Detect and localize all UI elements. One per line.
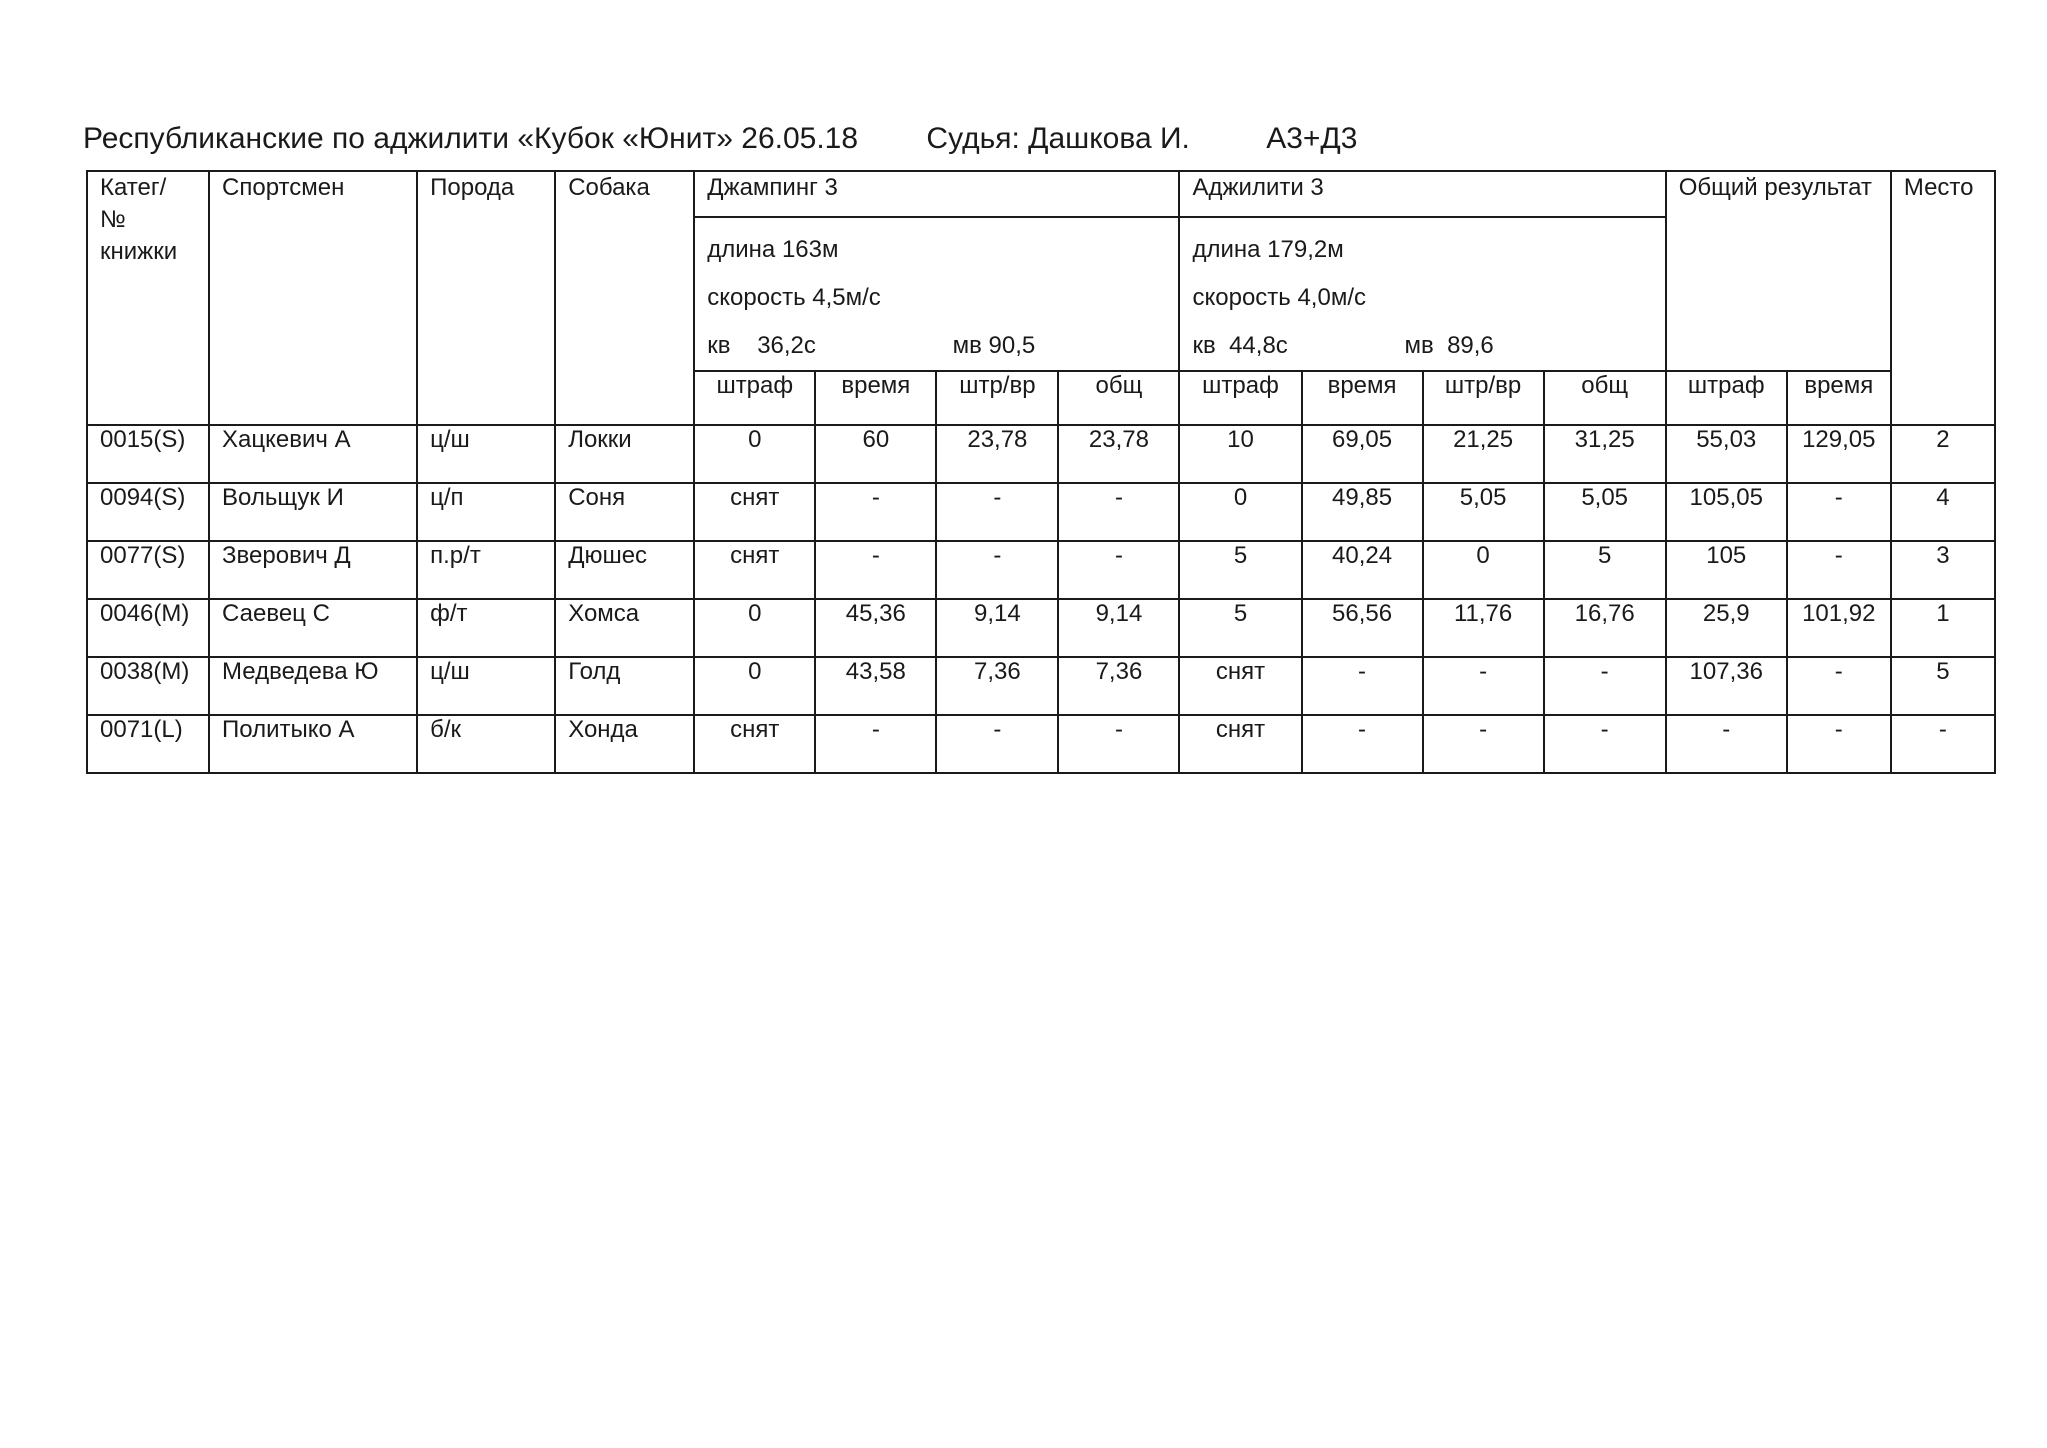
header-dog: Собака — [555, 171, 694, 425]
sub-agility-penalty: штраф — [1179, 371, 1301, 425]
header-athlete: Спортсмен — [209, 171, 417, 425]
cell-athlete: Зверович Д — [209, 541, 417, 599]
cell-jumping-time: - — [815, 715, 936, 773]
cell-agility-time-penalty: - — [1423, 657, 1544, 715]
cell-agility-sum: 5 — [1544, 541, 1666, 599]
cell-dog: Дюшес — [555, 541, 694, 599]
cell-jumping-penalty: снят — [694, 715, 815, 773]
cell-jumping-time-penalty: 7,36 — [936, 657, 1058, 715]
cell-agility-sum: - — [1544, 657, 1666, 715]
cell-jumping-time: - — [815, 541, 936, 599]
cell-place: 3 — [1891, 541, 1995, 599]
cell-jumping-time: - — [815, 483, 936, 541]
table-row — [87, 425, 1995, 483]
jumping-kv-mv — [694, 322, 1179, 371]
cell-breed: ф/т — [417, 599, 555, 657]
judge-name: Судья: Дашкова И. — [926, 122, 1190, 155]
cell-agility-time: 49,85 — [1302, 483, 1423, 541]
cell-jumping-time-penalty: - — [936, 715, 1058, 773]
cell-total-penalty: 105,05 — [1666, 483, 1787, 541]
agility-kv-mv — [1179, 322, 1665, 371]
cell-breed: ц/п — [417, 483, 555, 541]
cell-jumping-sum: 7,36 — [1058, 657, 1179, 715]
cell-category: 0094(S) — [87, 483, 209, 541]
cell-total-penalty: 107,36 — [1666, 657, 1787, 715]
jumping-mv: 90,5 — [988, 332, 1036, 359]
sub-jumping-penalty: штраф — [694, 371, 815, 425]
cell-place: 5 — [1891, 657, 1995, 715]
cell-total-time: - — [1787, 715, 1891, 773]
cell-athlete: Хацкевич А — [209, 425, 417, 483]
cell-category: 0038(M) — [87, 657, 209, 715]
cell-athlete: Медведева Ю — [209, 657, 417, 715]
cell-agility-sum: 5,05 — [1544, 483, 1666, 541]
cell-jumping-time-penalty: 23,78 — [936, 425, 1058, 483]
jumping-mv-label: мв — [952, 332, 982, 359]
cell-breed: ц/ш — [417, 657, 555, 715]
cell-agility-sum: 16,76 — [1544, 599, 1666, 657]
cell-place: - — [1891, 715, 1995, 773]
cell-place: 2 — [1891, 425, 1995, 483]
header-agility: Аджилити 3 — [1179, 171, 1665, 217]
agility-kv-label: кв — [1192, 332, 1216, 359]
cell-jumping-time: 60 — [815, 425, 936, 483]
cell-jumping-penalty: 0 — [694, 657, 815, 715]
competition-title: Республиканские по аджилити «Кубок «Юнит» 26.05.18 — [83, 122, 859, 155]
cell-breed: п.р/т — [417, 541, 555, 599]
cell-total-penalty: - — [1666, 715, 1787, 773]
jumping-speed: скорость 4,5м/с — [694, 274, 1179, 322]
cell-agility-penalty: снят — [1179, 657, 1301, 715]
jumping-length: длина 163м — [694, 217, 1179, 274]
cell-jumping-penalty: снят — [694, 541, 815, 599]
cell-agility-penalty: 5 — [1179, 599, 1301, 657]
cell-agility-time: 40,24 — [1302, 541, 1423, 599]
header-jumping: Джампинг 3 — [694, 171, 1179, 217]
cell-total-time: - — [1787, 483, 1891, 541]
cell-jumping-time-penalty: 9,14 — [936, 599, 1058, 657]
sub-jumping-sum: общ — [1058, 371, 1179, 425]
cell-jumping-penalty: 0 — [694, 599, 815, 657]
agility-mv-label: мв — [1404, 332, 1434, 359]
cell-jumping-penalty: 0 — [694, 425, 815, 483]
cell-dog: Соня — [555, 483, 694, 541]
header-category: Катег/ № книжки — [87, 171, 209, 425]
cell-agility-time-penalty: 5,05 — [1423, 483, 1544, 541]
cell-agility-time: - — [1302, 715, 1423, 773]
cell-agility-time-penalty: 11,76 — [1423, 599, 1544, 657]
cell-agility-time: 56,56 — [1302, 599, 1423, 657]
cell-athlete: Саевец С — [209, 599, 417, 657]
jumping-kv-label: кв — [707, 332, 731, 359]
cell-agility-sum: 31,25 — [1544, 425, 1666, 483]
cell-athlete: Политыко А — [209, 715, 417, 773]
cell-agility-penalty: 5 — [1179, 541, 1301, 599]
cell-agility-sum: - — [1544, 715, 1666, 773]
cell-jumping-sum: 9,14 — [1058, 599, 1179, 657]
cell-agility-time-penalty: 0 — [1423, 541, 1544, 599]
cell-dog: Хонда — [555, 715, 694, 773]
jumping-kv: 36,2с — [757, 332, 816, 359]
cell-agility-time-penalty: 21,25 — [1423, 425, 1544, 483]
cell-category: 0071(L) — [87, 715, 209, 773]
table-row — [87, 599, 1995, 657]
class-label: А3+Д3 — [1266, 122, 1358, 155]
cell-jumping-sum: - — [1058, 715, 1179, 773]
cell-agility-penalty: 0 — [1179, 483, 1301, 541]
cell-jumping-time-penalty: - — [936, 483, 1058, 541]
table-row — [87, 657, 1995, 715]
cell-total-time: - — [1787, 541, 1891, 599]
cell-agility-time: 69,05 — [1302, 425, 1423, 483]
cell-place: 4 — [1891, 483, 1995, 541]
results-table — [86, 170, 1996, 774]
sub-agility-time: время — [1302, 371, 1423, 425]
cell-breed: б/к — [417, 715, 555, 773]
cell-category: 0077(S) — [87, 541, 209, 599]
cell-category: 0015(S) — [87, 425, 209, 483]
cell-jumping-sum: 23,78 — [1058, 425, 1179, 483]
header-row-1 — [87, 171, 1995, 217]
agility-mv: 89,6 — [1447, 332, 1494, 359]
header-place: Место — [1891, 171, 1995, 425]
cell-total-penalty: 105 — [1666, 541, 1787, 599]
cell-category: 0046(M) — [87, 599, 209, 657]
table-row — [87, 715, 1995, 773]
cell-agility-time: - — [1302, 657, 1423, 715]
cell-agility-penalty: снят — [1179, 715, 1301, 773]
results-body — [87, 425, 1995, 773]
cell-athlete: Вольщук И — [209, 483, 417, 541]
agility-length: длина 179,2м — [1179, 217, 1665, 274]
sub-total-time: время — [1787, 371, 1891, 425]
sub-agility-time-penalty: штр/вр — [1423, 371, 1544, 425]
cell-jumping-sum: - — [1058, 541, 1179, 599]
table-row — [87, 483, 1995, 541]
cell-total-penalty: 55,03 — [1666, 425, 1787, 483]
cell-agility-time-penalty: - — [1423, 715, 1544, 773]
document-title — [83, 122, 1357, 156]
cell-dog: Хомса — [555, 599, 694, 657]
sub-total-penalty: штраф — [1666, 371, 1787, 425]
sub-agility-sum: общ — [1544, 371, 1666, 425]
cell-total-time: - — [1787, 657, 1891, 715]
cell-total-time: 129,05 — [1787, 425, 1891, 483]
agility-kv: 44,8с — [1229, 332, 1288, 359]
cell-place: 1 — [1891, 599, 1995, 657]
agility-speed: скорость 4,0м/с — [1179, 274, 1665, 322]
header-total: Общий результат — [1666, 171, 1891, 371]
cell-total-penalty: 25,9 — [1666, 599, 1787, 657]
header-breed: Порода — [417, 171, 555, 425]
cell-dog: Голд — [555, 657, 694, 715]
cell-jumping-time: 45,36 — [815, 599, 936, 657]
cell-jumping-time-penalty: - — [936, 541, 1058, 599]
cell-breed: ц/ш — [417, 425, 555, 483]
cell-dog: Локки — [555, 425, 694, 483]
table-row — [87, 541, 1995, 599]
cell-jumping-sum: - — [1058, 483, 1179, 541]
sub-jumping-time-penalty: штр/вр — [936, 371, 1058, 425]
cell-total-time: 101,92 — [1787, 599, 1891, 657]
cell-jumping-time: 43,58 — [815, 657, 936, 715]
sub-jumping-time: время — [815, 371, 936, 425]
cell-jumping-penalty: снят — [694, 483, 815, 541]
cell-agility-penalty: 10 — [1179, 425, 1301, 483]
